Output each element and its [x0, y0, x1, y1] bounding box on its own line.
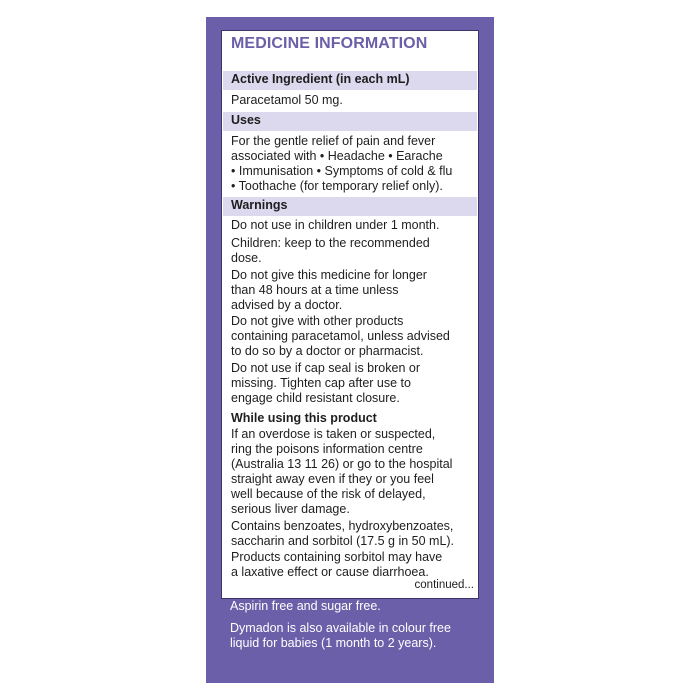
warning-line: to do so by a doctor or pharmacist.	[231, 344, 424, 358]
warning-line: containing paracetamol, unless advised	[231, 329, 450, 343]
while-using-line: well because of the risk of delayed,	[231, 487, 426, 501]
uses-line: • Immunisation • Symptoms of cold & flu	[231, 164, 453, 178]
while-using-line: serious liver damage.	[231, 502, 350, 516]
medicine-box	[206, 17, 494, 683]
warnings-heading	[223, 197, 477, 216]
footer-line: Aspirin free and sugar free.	[230, 599, 381, 613]
active-ingredient-heading-label: Active Ingredient (in each mL)	[231, 72, 410, 86]
uses-line: associated with • Headache • Earache	[231, 149, 443, 163]
warning-line: missing. Tighten cap after use to	[231, 376, 411, 390]
active-ingredient-text: Paracetamol 50 mg.	[231, 93, 343, 107]
while-using-line: a laxative effect or cause diarrhoea.	[231, 565, 429, 579]
warning-line: dose.	[231, 251, 262, 265]
while-using-heading: While using this product	[231, 411, 377, 425]
uses-heading	[223, 112, 477, 131]
warning-line: advised by a doctor.	[231, 298, 343, 312]
medicine-information-panel	[221, 30, 479, 599]
while-using-line: ring the poisons information centre	[231, 442, 423, 456]
while-using-line: Products containing sorbitol may have	[231, 550, 443, 564]
while-using-line: Contains benzoates, hydroxybenzoates,	[231, 519, 454, 533]
active-ingredient-heading	[223, 71, 477, 90]
continued-label: continued...	[414, 579, 474, 591]
warning-line: engage child resistant closure.	[231, 391, 400, 405]
warnings-heading-label: Warnings	[231, 198, 288, 212]
uses-line: • Toothache (for temporary relief only).	[231, 179, 443, 193]
while-using-line: saccharin and sorbitol (17.5 g in 50 mL).	[231, 534, 455, 548]
panel-title: MEDICINE INFORMATION	[231, 35, 428, 52]
warning-line: Do not use in children under 1 month.	[231, 218, 440, 232]
warning-line: Do not give with other products	[231, 314, 404, 328]
warning-line: Children: keep to the recommended	[231, 236, 430, 250]
warning-line: Do not give this medicine for longer	[231, 268, 427, 282]
while-using-line: straight away even if they or you feel	[231, 472, 434, 486]
warning-line: Do not use if cap seal is broken or	[231, 361, 420, 375]
uses-line: For the gentle relief of pain and fever	[231, 134, 436, 148]
while-using-line: If an overdose is taken or suspected,	[231, 427, 436, 441]
footer-line: Dymadon is also available in colour free	[230, 621, 451, 635]
warning-line: than 48 hours at a time unless	[231, 283, 399, 297]
uses-heading-label: Uses	[231, 113, 261, 127]
footer-line: liquid for babies (1 month to 2 years).	[230, 636, 437, 650]
while-using-line: (Australia 13 11 26) or go to the hospital	[231, 457, 453, 471]
